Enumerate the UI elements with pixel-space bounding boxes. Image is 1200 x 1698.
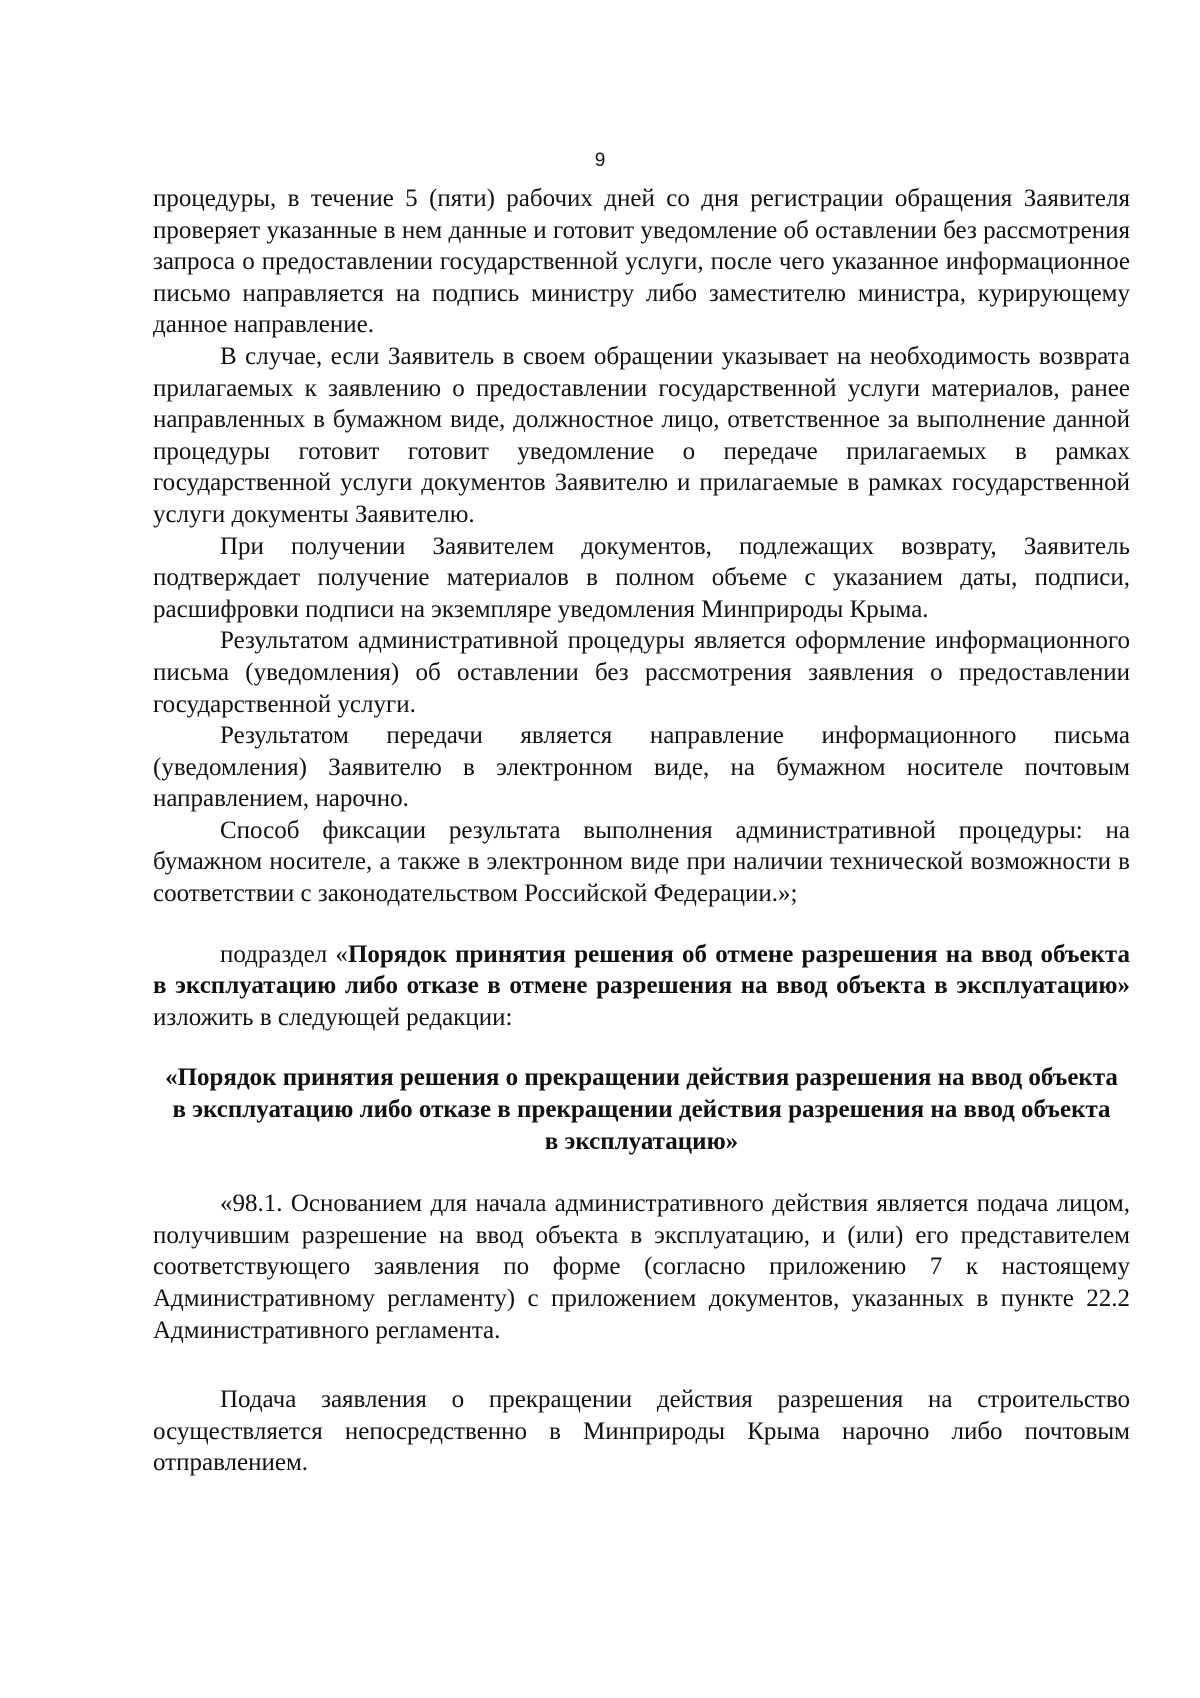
amendment-suffix: изложить в следующей редакции: <box>153 1003 513 1031</box>
paragraph-transfer-result: Результатом передачи является направление информационного письма (уведомления) Заявителю в электронном виде, на бумажном носителе почтовым направлением, нарочно. <box>153 722 1130 813</box>
paragraph-98-1: «98.1. Основанием для начала административного действия является подача лицом, получившим разрешение на ввод объекта в эксплуатацию, и (или) его представителем соответствующего заявления по форме (согласно приложению 7 к настоящему Административному регламенту) с приложением документов, указанных в пункте 22.2 Административного регламента. <box>153 1190 1130 1344</box>
section-heading: «Порядок принятия решения о прекращении действия разрешения на ввод объекта в эксплуатацию либо отказе в прекращении действия разрешения на ввод объекта в эксплуатацию» <box>165 1064 1118 1155</box>
amendment-subsection-title: Порядок принятия решения об отмене разрешения на ввод объекта в эксплуатацию либо отказе в отмене разрешения на ввод объекта в эксплуатацию» <box>153 940 1130 1000</box>
paragraph-application-submission: Подача заявления о прекращении действия разрешения на строительство осуществляется непосредственно в Минприроды Крыма нарочно либо почтовым отправлением. <box>153 1386 1130 1477</box>
paragraph-subsection-amendment <box>153 939 1130 1034</box>
page-number: 9 <box>594 150 606 171</box>
paragraph-receipt-confirmation: При получении Заявителем документов, подлежащих возврату, Заявитель подтверждает получение материалов в полном объеме с указанием даты, подписи, расшифровки подписи на экземпляре уведомления Минприроды Крыма. <box>153 532 1130 623</box>
paragraph-procedure-continuation: процедуры, в течение 5 (пяти) рабочих дней со дня регистрации обращения Заявителя проверяет указанные в нем данные и готовит уведомление об оставлении без рассмотрения запроса о предоставлении государственной услуги, после чего указанное информационное письмо направляется на подпись министру либо заместителю министра, курирующему данное направление. <box>153 185 1130 339</box>
paragraph-return-materials: В случае, если Заявитель в своем обращении указывает на необходимость возврата прилагаемых к заявлению о предоставлении государственной услуги материалов, ранее направленных в бумажном виде, должностное лицо, ответственное за выполнение данной процедуры готовит готовит уведомление о передаче прилагаемых в рамках государственной услуги документов Заявителю и прилагаемые в рамках государственной услуги документы Заявителю. <box>153 342 1130 528</box>
amendment-prefix: подраздел « <box>220 940 348 968</box>
paragraph-recording-method: Способ фиксации результата выполнения административной процедуры: на бумажном носителе, а также в электронном виде при наличии технической возможности в соответствии с законодательством Российской Федерации.»; <box>153 816 1130 908</box>
paragraph-procedure-result: Результатом административной процедуры является оформление информационного письма (уведомления) об оставлении без рассмотрения заявления о предоставлении государственной услуги. <box>153 627 1130 718</box>
document-body <box>153 183 1130 1479</box>
